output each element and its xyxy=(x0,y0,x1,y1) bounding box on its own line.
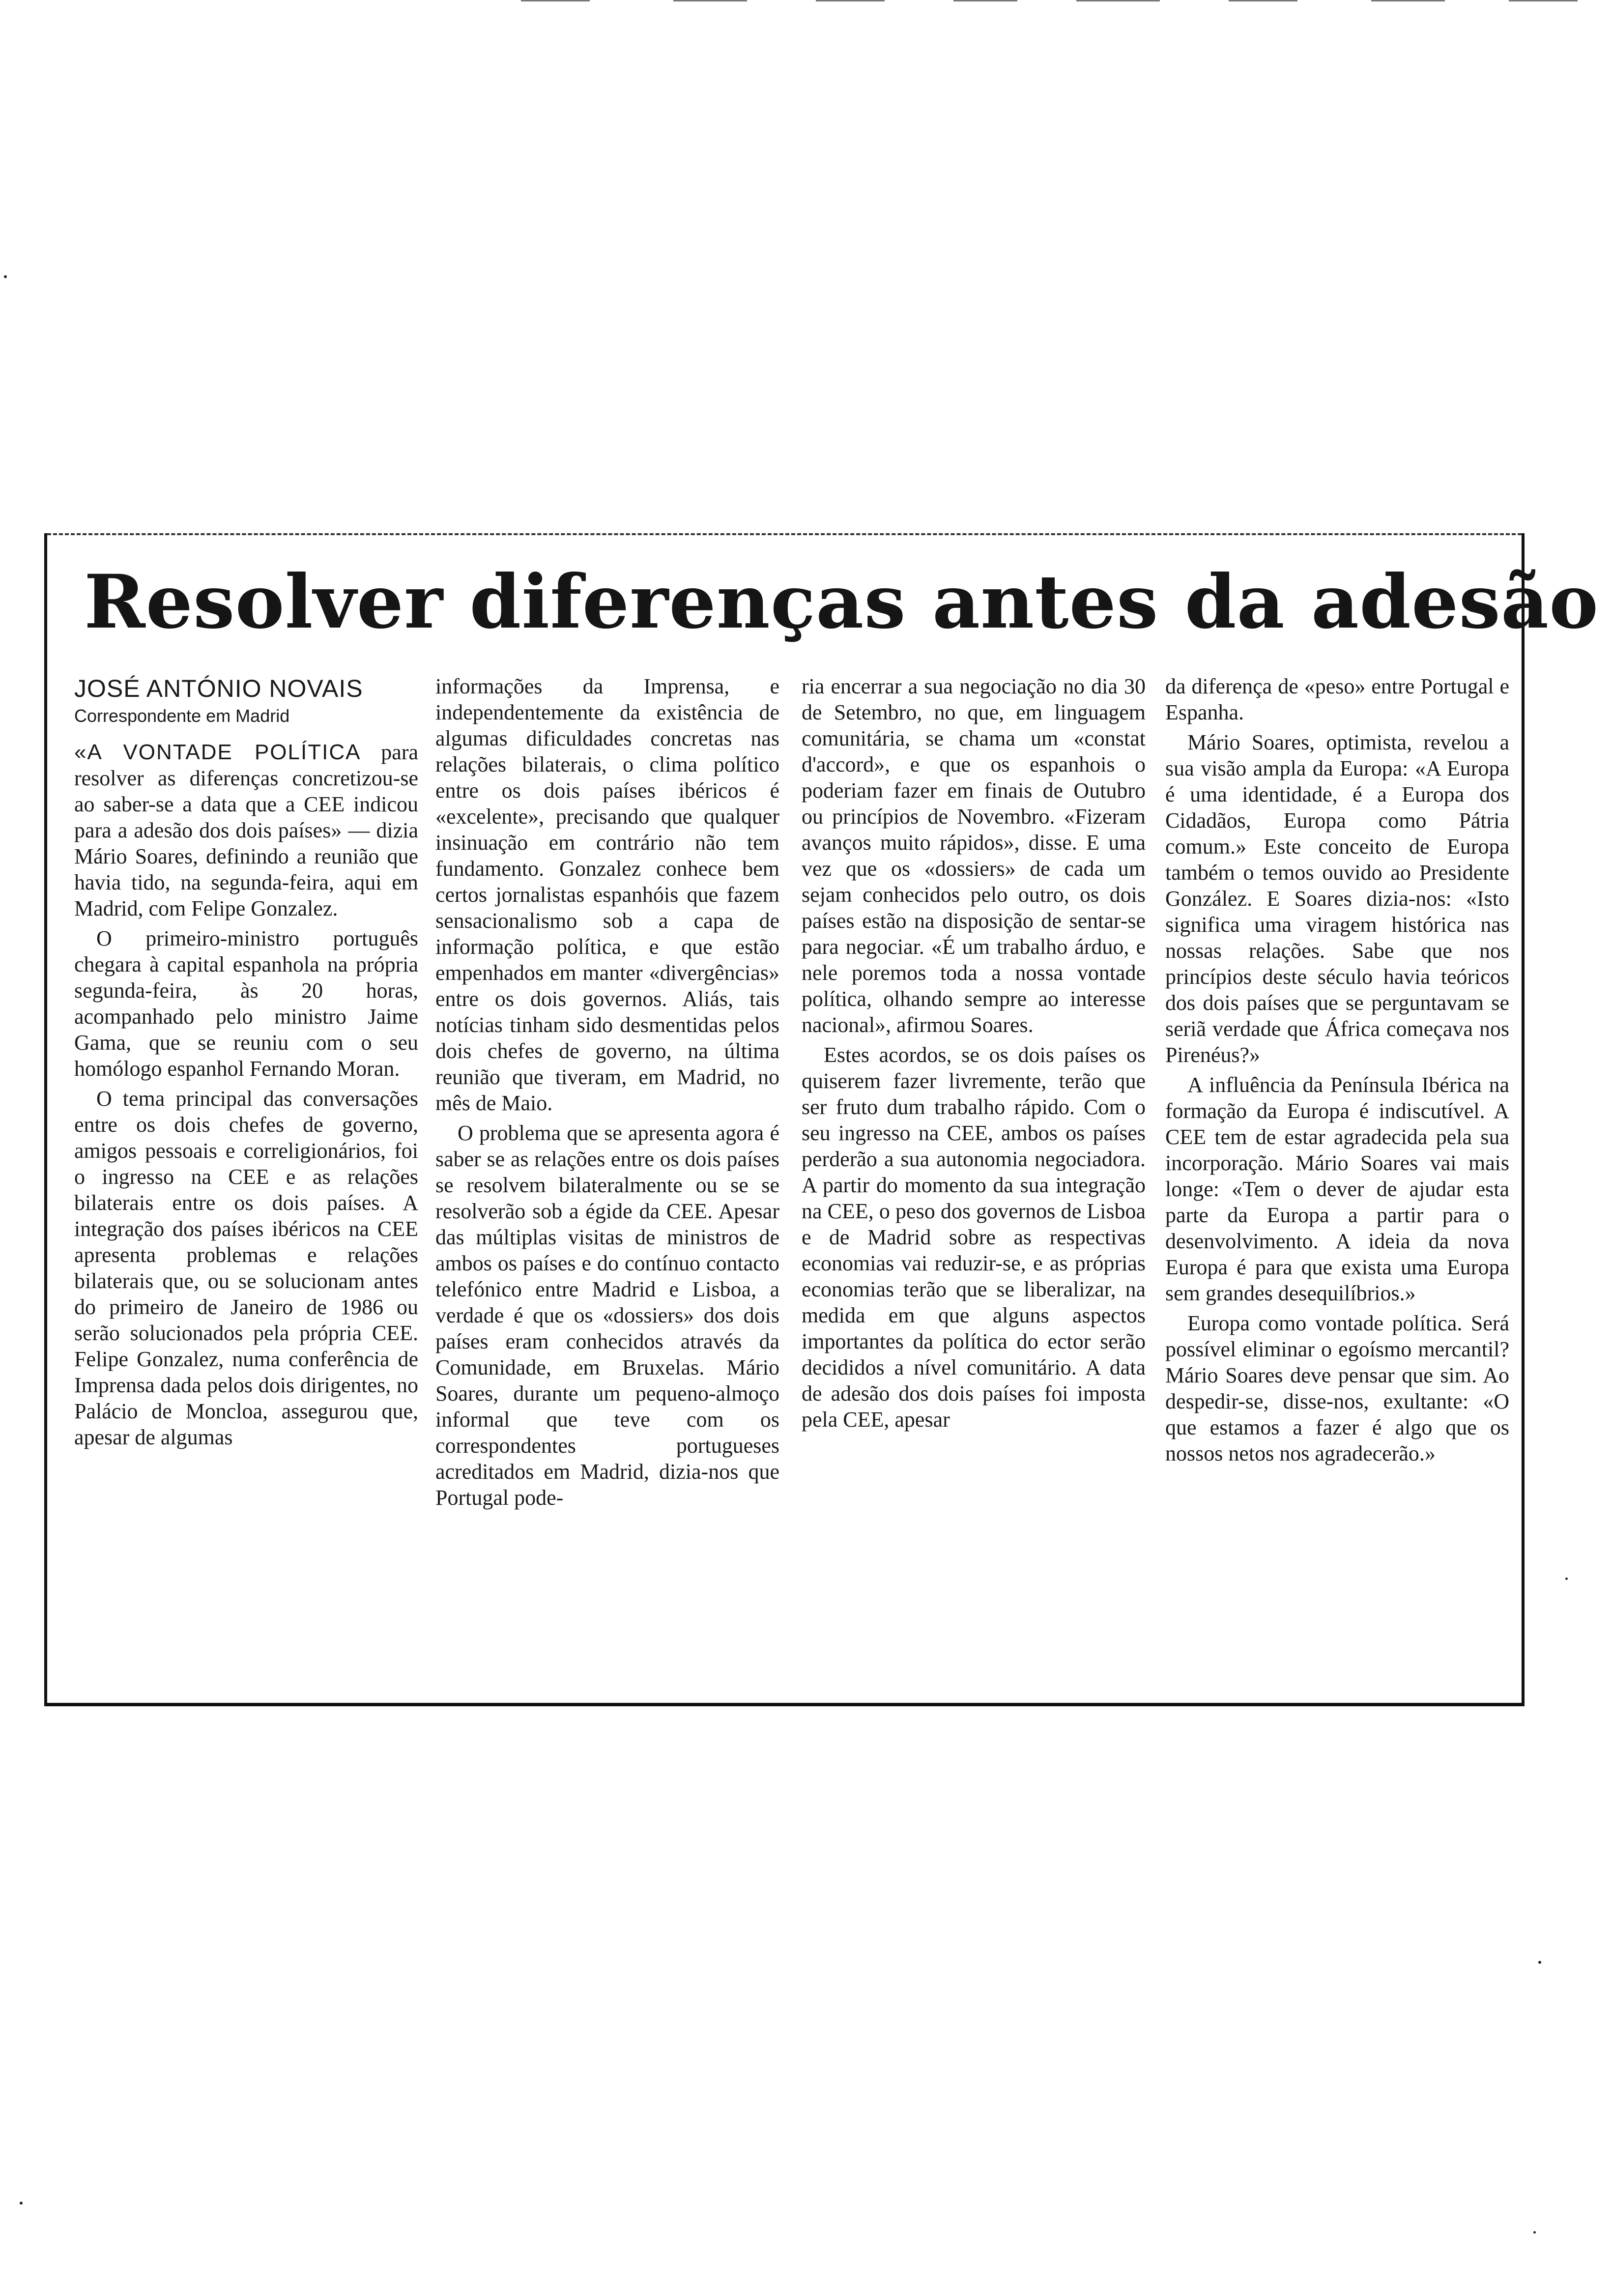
scan-mark xyxy=(1076,0,1160,1)
paragraph: Estes acordos, se os dois países os quiserem fazer livremente, terão que ser fruto dum trabalho rápido. Com o seu ingresso na CEE, ambos os países perderão a sua autonomia negociadora. A partir do momento da sua integração na CEE, o peso dos governos de Lisboa e de Madrid sobre as respectivas economias vai reduzir-se, e as próprias economias terão que se liberalizar, na medida em que alguns aspectos importantes da política do ector serão decididos a nível comunitário. A data de adesão dos dois países foi imposta pela CEE, apesar xyxy=(802,1043,1146,1432)
paragraph: informações da Imprensa, e independentemente da existência de algumas dificuldades concretas nas relações bilaterais, o clima político entre os dois países ibéricos é «excelente», precisando que qualquer insinuação em contrário não tem fundamento. Gonzalez conhece bem certos jornalistas espanhóis que fazem sensacionalismo sob a capa de informação política, e que estão empenhados em manter «divergências» entre os dois governos. Aliás, tais notícias tinham sido desmentidas pelos dois chefes de governo, na última reunião que tiveram, em Madrid, no mês de Maio. xyxy=(435,674,779,1115)
lead-in: «A VONTADE POLÍTICA xyxy=(74,740,361,764)
article-column-1 xyxy=(74,673,418,1695)
article-column-4 xyxy=(1165,673,1509,1695)
scan-speck xyxy=(1533,2231,1536,2234)
paragraph: A influência da Península Ibérica na formação da Europa é indiscutível. A CEE tem de estar agradecida pela sua incorporação. Mário Soares vai mais longe: «Tem o dever de ajudar esta parte da Europa a partir para o desenvolvimento. A ideia da nova Europa é para que exista uma Europa sem grandes desequilíbrios.» xyxy=(1165,1073,1509,1305)
byline: JOSÉ ANTÓNIO NOVAIS xyxy=(74,675,363,702)
paragraph: ria encerrar a sua negociação no dia 30 de Setembro, no que, em linguagem comunitária, se chama um «constat d'accord», e que os espanhois o poderiam fazer em finais de Outubro ou princípios de Novembro. «Fizeram avanços muito rápidos», disse. E uma vez que os «dossiers» de cada um sejam conhecidos pelo outro, os dois países estão na disposição de sentar-se para negociar. «É um trabalho árduo, e nele poremos toda a nossa vontade política, olhando sempre ao interesse nacional», afirmou Soares. xyxy=(802,674,1146,1037)
scan-mark xyxy=(1229,0,1297,1)
newspaper-clipping xyxy=(44,533,1599,1706)
article-column-3 xyxy=(802,673,1146,1695)
scan-mark xyxy=(521,0,590,1)
paragraph: da diferença de «peso» entre Portugal e Espanha. xyxy=(1165,674,1509,724)
scan-speck xyxy=(1565,1578,1568,1580)
scan-mark xyxy=(673,0,747,1)
headline: Resolver diferenças antes da adesão xyxy=(84,559,1599,645)
byline-role: Correspondente em Madrid xyxy=(74,706,290,726)
scan-mark xyxy=(816,0,885,1)
scan-speck xyxy=(20,2202,23,2205)
paragraph: O tema principal das conversações entre os dois chefes de governo, amigos pessoais e correligionários, foi o ingresso na CEE e as relações bilaterais entre os dois países. A integração dos países ibéricos na CEE apresenta problemas e relações bilaterais que, ou se solucionam antes do primeiro de Janeiro de 1986 ou serão solucionados pela própria CEE. Felipe Gonzalez, numa conferência de Imprensa dada pelos dois dirigentes, no Palácio de Moncloa, assegurou que, apesar de algumas xyxy=(74,1087,418,1449)
article-column-2 xyxy=(435,673,779,1695)
clipping-top-rule xyxy=(47,533,1522,535)
paragraph: Europa como vontade política. Será possível eliminar o egoísmo mercantil? Mário Soares deve pensar que sim. Ao despedir-se, disse-nos, exultante: «O que estamos a fazer é algo que os nossos netos nos agradecerão.» xyxy=(1165,1311,1509,1465)
paragraph: «A VONTADE POLÍTICA para resolver as diferenças concretizou-se ao saber-se a data que a CEE indicou para a adesão dos dois países» — dizia Mário Soares, definindo a reunião que havia tido, na segunda-feira, aqui em Madrid, com Felipe Gonzalez. xyxy=(74,740,418,920)
scan-speck xyxy=(1538,1961,1541,1964)
paragraph: Mário Soares, optimista, revelou a sua visão ampla da Europa: «A Europa é uma identidade, é a Europa dos Cidadãos, Europa como Pátria comum.» Este conceito de Europa também o temos ouvido ao Presidente González. E Soares dizia-nos: «Isto significa uma viragem histórica nas nossas relações. Sabe que nos princípios deste século havia teóricos dos dois países que se perguntavam se seriã verdade que África começava nos Pirenéus?» xyxy=(1165,730,1509,1067)
scan-speck xyxy=(4,275,7,278)
scan-mark xyxy=(1371,0,1445,1)
paragraph: O problema que se apresenta agora é saber se as relações entre os dois países se resolvem bilateralmente ou se se resolverão sob a égide da CEE. Apesar das múltiplas visitas de ministros de ambos os países e do contínuo contacto telefónico entre Madrid e Lisboa, a verdade é que os «dossiers» dos dois países eram conhecidos através da Comunidade, em Bruxelas. Mário Soares, durante um pequeno-almoço informal que teve com os correspondentes portugueses acreditados em Madrid, dizia-nos que Portugal pode- xyxy=(435,1121,779,1510)
scan-mark xyxy=(953,0,1017,1)
scan-mark xyxy=(1509,0,1578,1)
paragraph: O primeiro-ministro português chegara à capital espanhola na própria segunda-feira, às 20 horas, acompanhado pelo ministro Jaime Gama, que se reuniu com o seu homólogo espanhol Fernando Moran. xyxy=(74,926,418,1081)
